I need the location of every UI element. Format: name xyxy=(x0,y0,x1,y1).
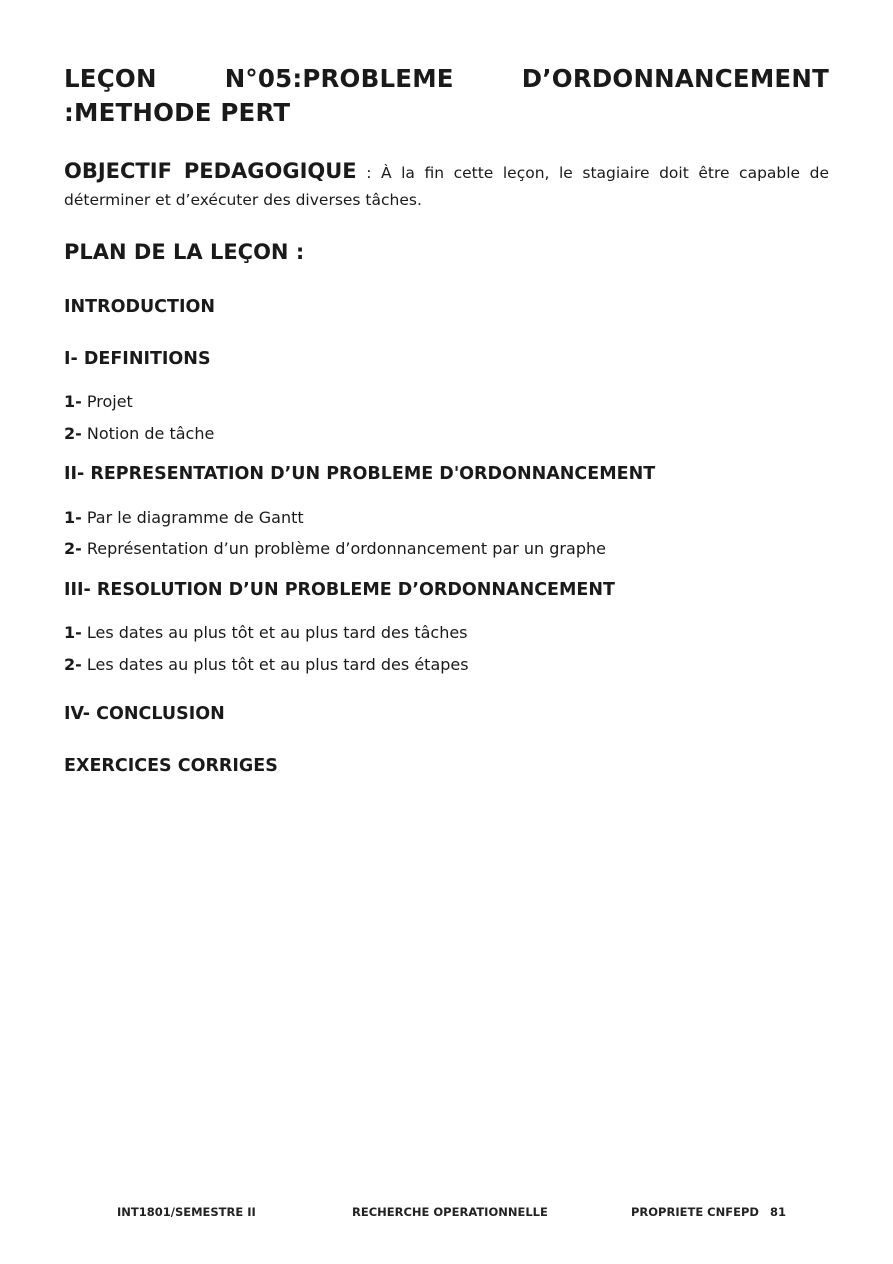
definitions-heading: I- DEFINITIONS xyxy=(64,349,211,369)
objective-separator: : xyxy=(356,164,381,182)
resolution-heading: III- RESOLUTION D’UN PROBLEME D’ORDONNANCEMENT xyxy=(64,580,615,600)
representation-item-2: 2- Représentation d’un problème d’ordonnancement par un graphe xyxy=(64,539,606,558)
definitions-item-1: 1- Projet xyxy=(64,392,133,411)
representation-heading: II- REPRESENTATION D’UN PROBLEME D'ORDONNANCEMENT xyxy=(64,464,656,484)
representation-item-1: 1- Par le diagramme de Gantt xyxy=(64,508,304,527)
page-number: 81 xyxy=(770,1205,787,1219)
footer-course-title: RECHERCHE OPERATIONNELLE xyxy=(352,1205,548,1219)
page-footer xyxy=(0,1205,893,1221)
plan-heading: PLAN DE LA LEÇON : xyxy=(64,240,305,264)
resolution-item-2: 2- Les dates au plus tôt et au plus tard des étapes xyxy=(64,655,469,674)
definitions-item-2: 2- Notion de tâche xyxy=(64,424,215,443)
lesson-title: LEÇON N°05:PROBLEME D’ORDONNANCEMENT :METHODE PERT xyxy=(64,64,829,127)
resolution-item-1: 1- Les dates au plus tôt et au plus tard des tâches xyxy=(64,623,468,642)
exercises-heading: EXERCICES CORRIGES xyxy=(64,756,278,776)
footer-course-code: INT1801/SEMESTRE II xyxy=(117,1205,256,1219)
objective-text: À la fin cette leçon, le stagiaire doit être capable de déterminer et d’exécuter des diverses tâches. xyxy=(64,164,829,209)
objective-label: OBJECTIF PEDAGOGIQUE xyxy=(64,159,357,183)
footer-ownership: PROPRIETE CNFEPD xyxy=(631,1205,759,1219)
introduction-heading: INTRODUCTION xyxy=(64,297,215,317)
pedagogical-objective xyxy=(64,158,829,214)
conclusion-heading: IV- CONCLUSION xyxy=(64,704,225,724)
